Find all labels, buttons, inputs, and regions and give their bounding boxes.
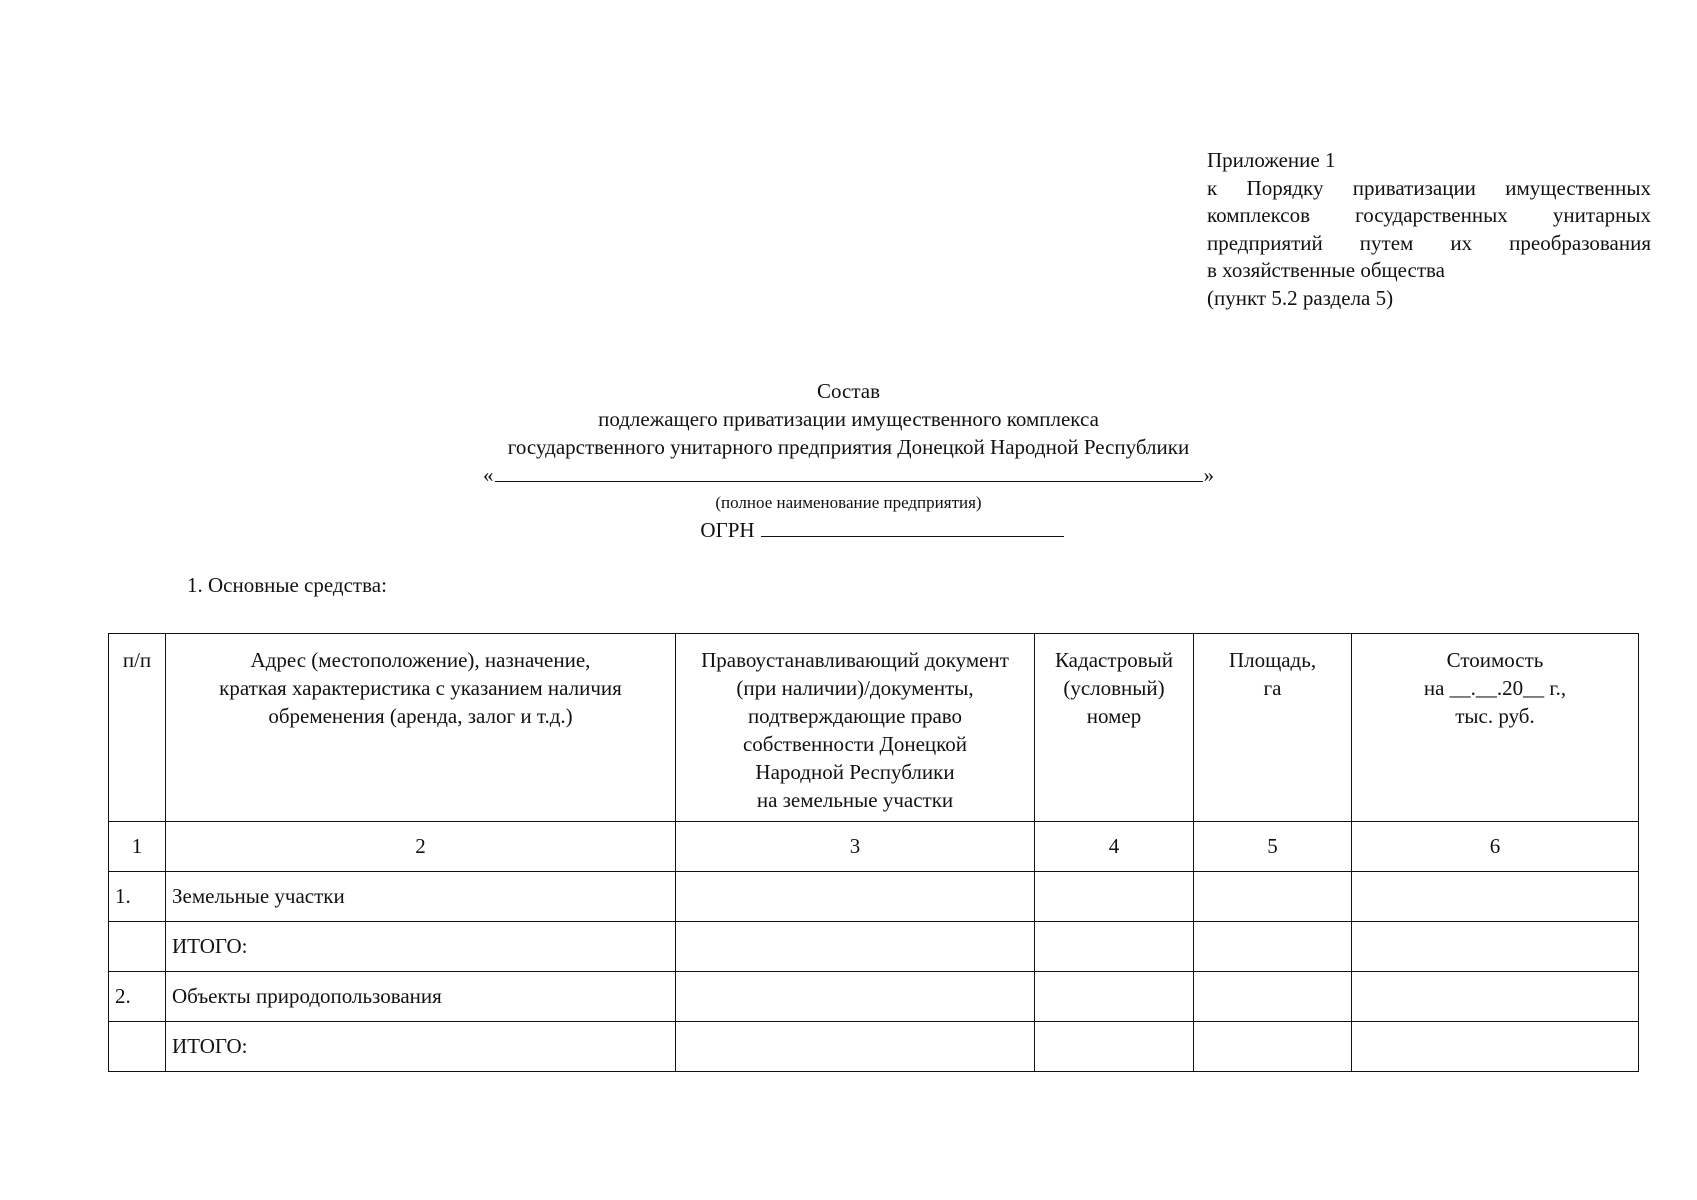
header-cell-title-document: Правоустанавливающий документ (при наличии)/документы, подтверждающие право собственности Донецкой Народной Республики на земельные участки <box>676 634 1035 822</box>
table-cell <box>676 872 1035 922</box>
header-cell-address: Адрес (местоположение), назначение, краткая характеристика с указанием наличия обременения (аренда, залог и т.д.) <box>166 634 676 822</box>
fixed-assets-table <box>108 633 1639 1072</box>
header-cell-area: Площадь, га <box>1194 634 1352 822</box>
column-number: 4 <box>1035 822 1194 872</box>
row-number: 2. <box>109 972 166 1022</box>
enterprise-name-field <box>0 461 1697 489</box>
table-cell <box>1035 872 1194 922</box>
document-subtitle: государственного унитарного предприятия Донецкой Народной Республики <box>507 435 1190 459</box>
document-title: Состав <box>816 379 881 403</box>
appendix-line: к Порядку приватизации имущественных <box>1207 175 1651 200</box>
header-cell-number: п/п <box>109 634 166 822</box>
row-label: ИТОГО: <box>166 1022 676 1072</box>
document-heading <box>0 377 1697 544</box>
row-number: 1. <box>109 872 166 922</box>
table-cell <box>1352 922 1639 972</box>
table-row <box>109 1022 1639 1072</box>
appendix-line: в хозяйственные общества <box>1207 258 1445 282</box>
appendix-note <box>1207 147 1651 312</box>
table-cell <box>1352 1022 1639 1072</box>
enterprise-name-blank <box>495 463 1203 482</box>
table-cell <box>676 922 1035 972</box>
row-number <box>109 1022 166 1072</box>
table-cell <box>1194 872 1352 922</box>
ogrn-blank <box>761 518 1064 537</box>
appendix-title: Приложение 1 <box>1207 148 1336 172</box>
column-number: 3 <box>676 822 1035 872</box>
enterprise-name-caption: (полное наименование предприятия) <box>715 493 982 512</box>
appendix-line: комплексов государственных унитарных <box>1207 203 1651 227</box>
table-cell <box>1352 872 1639 922</box>
row-label: Объекты природопользования <box>166 972 676 1022</box>
table-row <box>109 872 1639 922</box>
quote-close: » <box>1203 463 1214 487</box>
header-cell-cost: Стоимость на __.__.20__ г., тыс. руб. <box>1352 634 1639 822</box>
section-heading: 1. Основные средства: <box>187 573 387 597</box>
table-row <box>109 972 1639 1022</box>
table-cell <box>1035 972 1194 1022</box>
appendix-reference: (пункт 5.2 раздела 5) <box>1207 285 1394 310</box>
column-number: 2 <box>166 822 676 872</box>
quote-open: « <box>483 463 494 487</box>
ogrn-field <box>0 516 1697 544</box>
document-subtitle: подлежащего приватизации имущественного комплекса <box>598 407 1099 431</box>
table-header-row <box>109 634 1639 822</box>
table-cell <box>1035 1022 1194 1072</box>
row-label: ИТОГО: <box>166 922 676 972</box>
table-cell <box>676 972 1035 1022</box>
row-number <box>109 922 166 972</box>
column-number: 1 <box>109 822 166 872</box>
header-cell-cadastral-number: Кадастровый (условный) номер <box>1035 634 1194 822</box>
column-number-row <box>109 822 1639 872</box>
table-cell <box>1352 972 1639 1022</box>
table-cell <box>1194 1022 1352 1072</box>
table-cell <box>1194 922 1352 972</box>
table-cell <box>1194 972 1352 1022</box>
table-cell <box>1035 922 1194 972</box>
row-label: Земельные участки <box>166 872 676 922</box>
column-number: 5 <box>1194 822 1352 872</box>
table-row <box>109 922 1639 972</box>
ogrn-label: ОГРН <box>700 518 755 542</box>
table-cell <box>676 1022 1035 1072</box>
appendix-line: предприятий путем их преобразования <box>1207 230 1651 255</box>
column-number: 6 <box>1352 822 1639 872</box>
